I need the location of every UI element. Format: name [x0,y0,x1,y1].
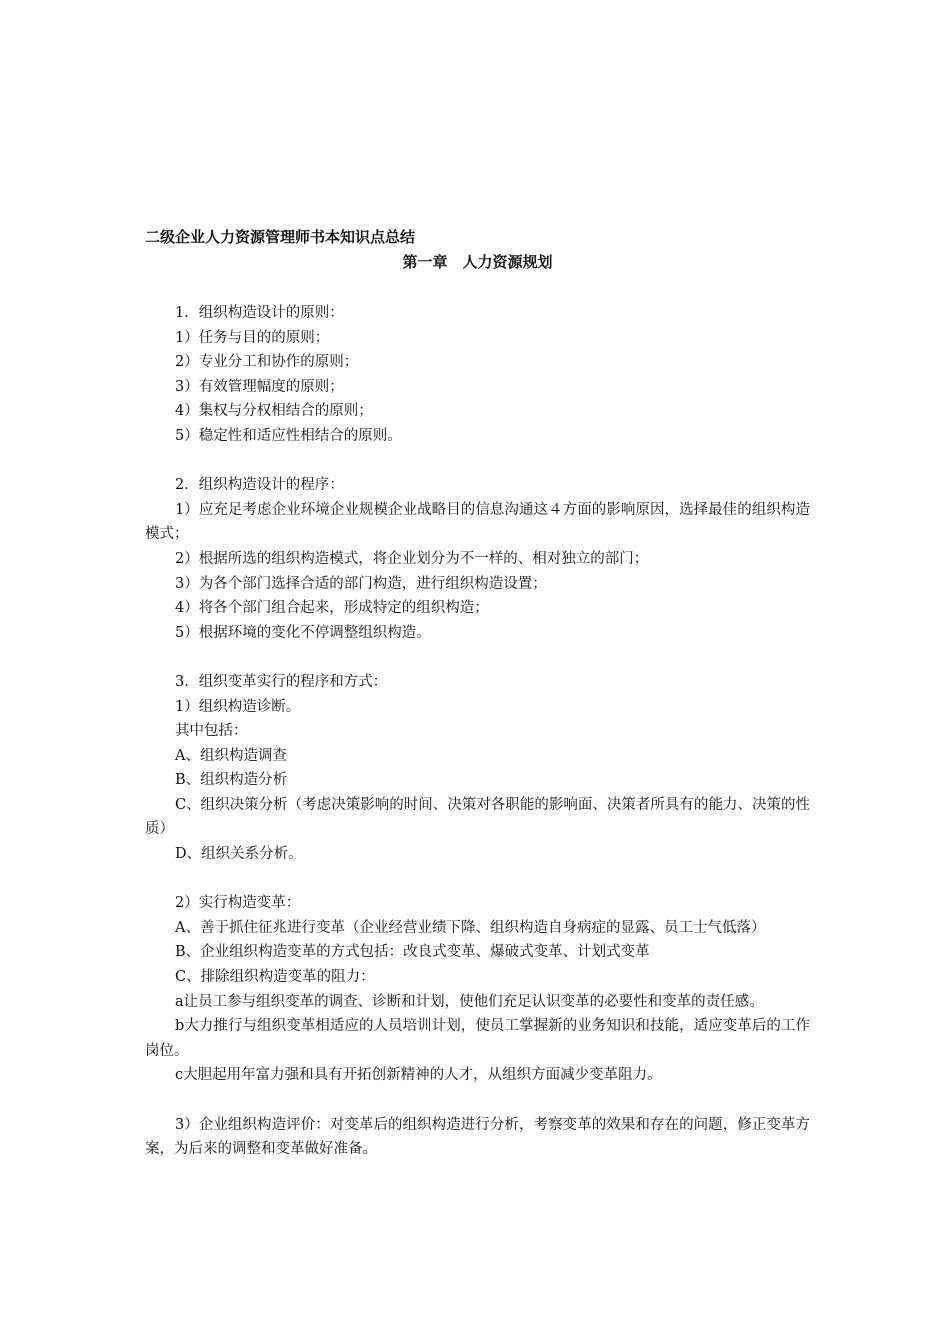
list-item: C、组织决策分析（考虑决策影响的时间、决策对各职能的影响面、决策者所具有的能力、决策的性质） [145,796,810,838]
section-heading: 2．组织构造设计的程序： [175,477,344,494]
list-item: A、组织构造调查 [175,747,287,764]
chapter-title: 第一章 人力资源规划 [402,253,553,271]
list-item: B、企业组织构造变革的方式包括：改良式变革、爆破式变革、计划式变革 [175,944,650,961]
list-item: 2）专业分工和协作的原则； [175,354,359,371]
section-org-design-principles [145,301,810,449]
step-paragraph: 3）企业组织构造评价：对变革后的组织构造进行分析，考察变革的效果和存在的问题，修正变革方案，为后来的调整和变革做好准备。 [145,1116,810,1158]
list-item: 1）任务与目的的原则； [175,329,330,346]
sub-list-item: c大胆起用年富力强和具有开拓创新精神的人才，从组织方面减少变革阻力。 [175,1067,662,1084]
list-item: A、善于抓住征兆进行变革（企业经营业绩下降、组织构造自身病症的显露、员工士气低落） [175,919,766,936]
section-org-change [145,670,810,1162]
paragraph-gap [145,1088,810,1113]
list-item: 5）根据环境的变化不停调整组织构造。 [175,624,431,641]
paragraph-gap [145,449,810,474]
list-item: 5）稳定性和适应性相结合的原则。 [175,427,402,444]
document-page [145,226,810,1162]
list-item: 3）为各个部门选择合适的部门构造，进行组织构造设置； [175,575,547,592]
section-heading: 1．组织构造设计的原则： [175,305,344,321]
list-item: C、排除组织构造变革的阻力： [175,969,375,986]
list-item: 4）将各个部门组合起来，形成特定的组织构造； [175,600,489,617]
list-item: 2）根据所选的组织构造模式，将企业划分为不一样的、相对独立的部门； [175,550,649,567]
list-item: B、组织构造分析 [175,772,288,789]
step-title: 1）组织构造诊断。 [175,698,301,715]
section-org-design-procedure [145,473,810,645]
paragraph-gap [145,645,810,670]
sub-list-item: a让员工参与组织变革的调查、诊断和计划，使他们充足认识变革的必要性和变革的责任感。 [175,993,764,1010]
step-intro: 其中包括： [175,723,248,740]
list-item: 3）有效管理幅度的原则； [175,378,344,395]
paragraph-gap [145,867,810,892]
list-item: 4）集权与分权相结合的原则； [175,403,373,420]
document-body [145,301,810,1162]
list-item: D、组织关系分析。 [175,846,303,863]
document-title: 二级企业人力资源管理师书本知识点总结 [145,228,416,246]
step-title: 2）实行构造变革： [175,895,301,912]
section-heading: 3．组织变革实行的程序和方式： [175,673,388,690]
list-item: 1）应充足考虑企业环境企业规模企业战略目的信息沟通这４方面的影响原因，选择最佳的组织构造模式； [145,501,810,543]
sub-list-item: b大力推行与组织变革相适应的人员培训计划，使员工掌握新的业务知识和技能，适应变革后的工作岗位。 [145,1018,810,1059]
